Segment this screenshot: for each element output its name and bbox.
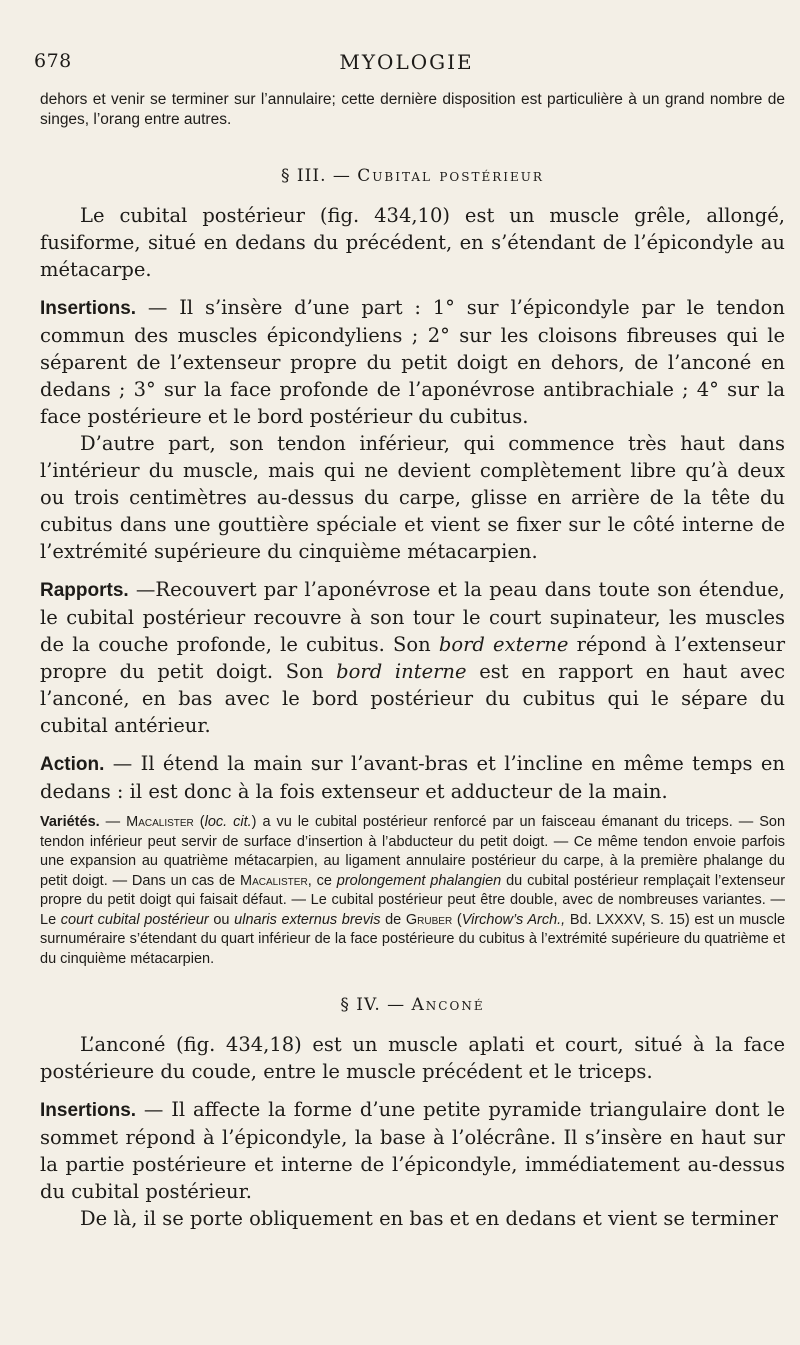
ancone-insertions-paragraph: Insertions. — Il affecte la forme d’une petite pyramide triangulaire dont le sommet répond à l’épicondyle, la base à l’olécrâne. Il s’insère en haut sur la partie postérieure et interne de l’épicondyle, immédiatement au-dessus du cubital postérieur. [40,1098,785,1203]
section-heading-ancone [40,995,785,1015]
rapports-label: Rapports. [40,580,129,601]
insertions-label: Insertions. [40,1100,137,1121]
page-number: 678 [34,50,72,72]
insertions-paragraph-2: D’autre part, son tendon inférieur, qui commence très haut dans l’intérieur du muscle, mais qui ne devient complètement libre qu’à deux ou trois centimètres au-dessus du carpe, glisse en arrière de la tête du cubitus dans une gouttière spéciale et vient se fixer sur le côté interne de l’extrémité supérieure du cinquième métacarpien. [40,432,785,563]
section-heading-cubital-posterieur [40,166,785,186]
varietes-label: Variétés. [40,814,100,830]
section-title: Anconé [411,995,485,1015]
varietes-paragraph: Variétés. — Macalister (loc. cit.) a vu le cubital postérieur renforcé par un faisceau émanant du triceps. — Son tendon inférieur peut servir de surface d’insertion à l’abducteur du petit doigt. — Ce même tendon envoie parfois une expansion au quatrième métacarpien, au ligament annulaire postérieur du carpe, à la première phalange du petit doigt. — Dans un cas de Macalister, ce prolongement phalangien du cubital postérieur remplaçait l’extenseur propre du petit doigt qui faisait défaut. — Le cubital postérieur peut être double, avec de nombreuses variantes. — Le court cubital postérieur ou ulnaris externus brevis de Gruber (Virchow’s Arch., Bd. LXXXV, S. 15) est un muscle surnuméraire s’étendant du quart inférieur de la face postérieure du cubitus à l’extrémité supérieure du quatrième et du cinquième métacarpien. [40,814,786,967]
continued-paragraph: dehors et venir se terminer sur l’annulaire; cette dernière disposition est particulière à un grand nombre de singes, l’orang entre autres. [40,91,785,128]
section-title: Cubital postérieur [357,166,544,186]
action-paragraph: Action. — Il étend la main sur l’avant-bras et l’incline en même temps en dedans : il est donc à la fois extenseur et adducteur de la main. [40,752,785,803]
rapports-paragraph: Rapports. —Recouvert par l’aponévrose et la peau dans toute son étendue, le cubital postérieur recouvre à son tour le court supinateur, les muscles de la couche profonde, le cubitus. Son bord externe répond à l’extenseur propre du petit doigt. Son bord interne est en rapport en haut avec l’anconé, en bas avec le bord postérieur du cubitus qui le sépare du cubital antérieur. [40,578,786,737]
insertions-paragraph: Insertions. — Il s’insère d’une part : 1° sur l’épicondyle par le tendon commun des muscles épicondyliens ; 2° sur les cloisons fibreuses qui le séparent de l’extenseur propre du petit doigt en dehors, de l’anconé en dedans ; 3° sur la face profonde de l’aponévrose antibrachiale ; 4° sur la face postérieure et le bord postérieur du cubitus. [40,296,785,428]
action-label: Action. [40,754,105,775]
page-header [34,50,779,76]
intro-paragraph: Le cubital postérieur (fig. 434,10) est un muscle grêle, allongé, fusiforme, situé en dedans du précédent, en s’étendant de l’épicondyle au métacarpe. [40,204,785,281]
running-title: MYOLOGIE [339,50,474,74]
section-number: § IV. — [340,995,406,1015]
ancone-last-line: De là, il se porte obliquement en bas et en dedans et vient se terminer [80,1207,779,1230]
section-number: § III. — [281,166,351,186]
ancone-intro-paragraph: L’anconé (fig. 434,18) est un muscle aplati et court, situé à la face postérieure du coude, entre le muscle précédent et le triceps. [40,1033,785,1083]
page-content [40,90,785,1232]
insertions-label: Insertions. [40,298,137,319]
